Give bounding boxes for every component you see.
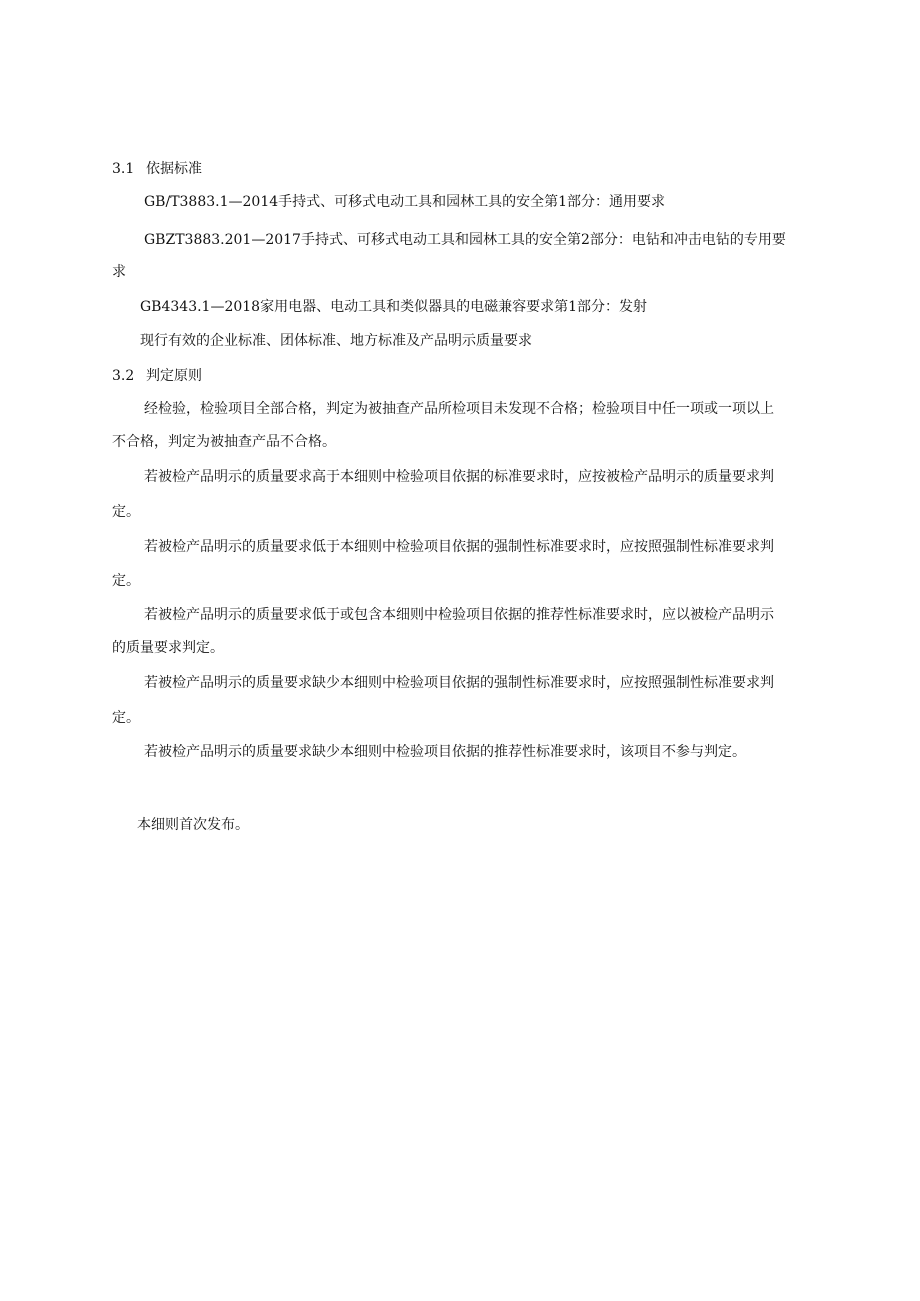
section-title: 依据标准 xyxy=(146,161,202,177)
standard-item: GBZT3883.201—2017手持式、可移式电动工具和园林工具的安全第2部分：电钻和冲击电钻的专用要 xyxy=(144,232,786,248)
section-title: 判定原则 xyxy=(146,368,202,384)
standard-item: GB/T3883.1—2014手持式、可移式电动工具和园林工具的安全第1部分：通用要求 xyxy=(144,194,666,210)
principle-paragraph-line: 定。 xyxy=(112,573,140,589)
principle-paragraph-line: 若被检产品明示的质量要求缺少本细则中检验项目依据的强制性标准要求时，应按照强制性标准要求判 xyxy=(144,675,774,691)
principle-paragraph-line: 若被检产品明示的质量要求高于本细则中检验项目依据的标准要求时，应按被检产品明示的质量要求判 xyxy=(144,469,774,485)
release-note: 本细则首次发布。 xyxy=(137,817,249,833)
principle-paragraph-line: 不合格，判定为被抽查产品不合格。 xyxy=(112,434,336,450)
standard-item: 现行有效的企业标准、团体标准、地方标准及产品明示质量要求 xyxy=(140,333,532,349)
principle-paragraph-line: 若被检产品明示的质量要求低于或包含本细则中检验项目依据的推荐性标准要求时，应以被检产品明示 xyxy=(144,607,774,623)
principle-paragraph-line: 经检验，检验项目全部合格，判定为被抽查产品所检项目未发现不合格；检验项目中任一项或一项以上 xyxy=(144,401,774,417)
section-heading-3-1 xyxy=(112,159,202,179)
section-number: 3.1 xyxy=(112,161,135,177)
standard-item: GB4343.1—2018家用电器、电动工具和类似器具的电磁兼容要求第1部分：发射 xyxy=(140,299,647,315)
principle-paragraph-line: 定。 xyxy=(112,710,140,726)
principle-paragraph-line: 若被检产品明示的质量要求低于本细则中检验项目依据的强制性标准要求时，应按照强制性标准要求判 xyxy=(144,539,774,555)
principle-paragraph-line: 若被检产品明示的质量要求缺少本细则中检验项目依据的推荐性标准要求时，该项目不参与判定。 xyxy=(144,744,746,760)
section-number: 3.2 xyxy=(112,368,135,384)
principle-paragraph-line: 定。 xyxy=(112,504,140,520)
principle-paragraph-line: 的质量要求判定。 xyxy=(112,640,224,656)
standard-item-continuation: 求 xyxy=(112,264,126,280)
section-heading-3-2 xyxy=(112,366,202,386)
